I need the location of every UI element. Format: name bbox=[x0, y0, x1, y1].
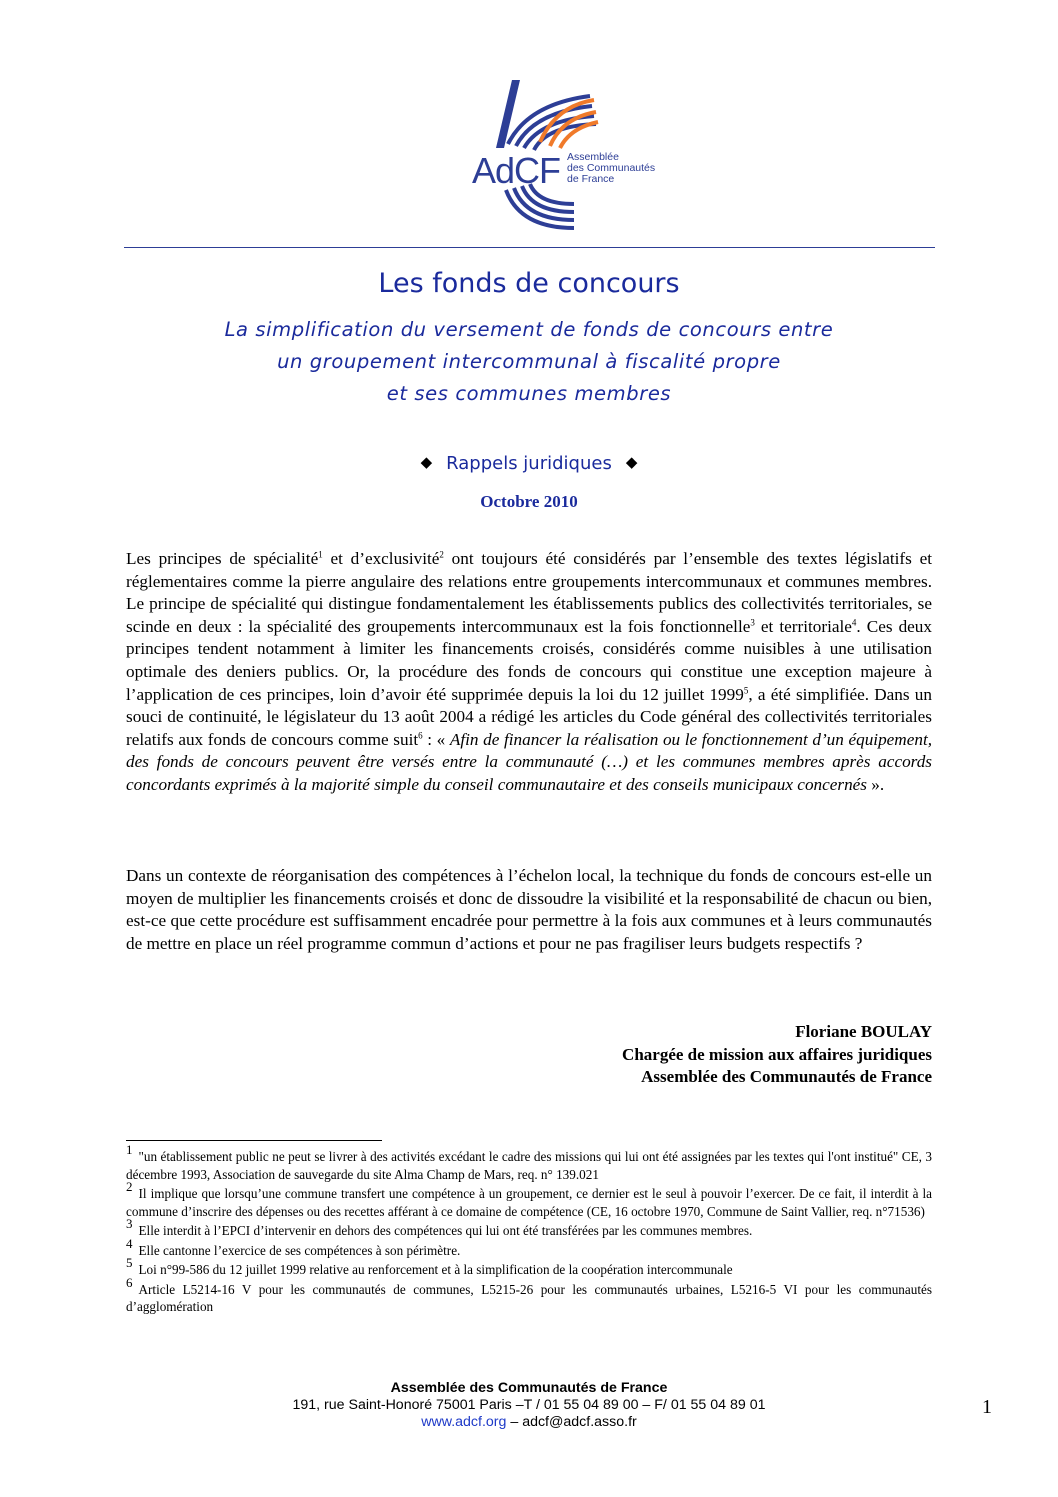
footnote: 4 Elle cantonne l’exercice de ses compétences à son périmètre. bbox=[126, 1235, 461, 1258]
footnote: 6 Article L5214-16 V pour les communautés de communes, L5215-26 pour les communautés urbaines, L5216-5 VI pour les communautés d’agglomération bbox=[126, 1274, 932, 1314]
footnote: 3 Elle interdit à l’EPCI d’intervenir en dehors des compétences qui lui ont été transférées par les communes membres. bbox=[126, 1216, 753, 1238]
author-name: Floriane BOULAY bbox=[795, 1022, 932, 1041]
footnote-ref[interactable]: 1 bbox=[318, 549, 323, 560]
footer-address: 191, rue Saint-Honoré 75001 Paris –T / 01 55 04 89 00 – F/ 01 55 04 89 01 bbox=[292, 1397, 766, 1413]
page-footer: Assemblée des Communautés de France 191, rue Saint-Honoré 75001 Paris –T / 01 55 04 89 00 – F/ 01 55 04 89 01 www.adcf.org – adcf@adcf.asso.fr bbox=[0, 1380, 1058, 1431]
logo-subtitle: Assemblée des Communautés de France bbox=[567, 151, 656, 185]
page-number: 1 bbox=[982, 1396, 992, 1418]
document-title: Les fonds de concours bbox=[378, 268, 680, 299]
footnotes bbox=[126, 1142, 932, 1318]
footnote-ref[interactable]: 6 bbox=[418, 730, 423, 741]
email-address[interactable]: adcf@adcf.asso.fr bbox=[522, 1414, 637, 1430]
diamond-icon: ◆ bbox=[625, 453, 638, 471]
signature-block bbox=[622, 1021, 932, 1089]
footer-org: Assemblée des Communautés de France bbox=[390, 1380, 668, 1396]
footnote-ref[interactable]: 2 bbox=[439, 549, 444, 560]
footnote-separator bbox=[126, 1140, 382, 1141]
footnote: 2 Il implique que lorsqu’une commune transfert une compétence à un groupement, ce dernier est le seul à pouvoir l’exercer. De ce fait, il interdit à la commune d’inscrire des dépenses ou des recettes afférant à ce domaine de compétence (CE, 16 octobre 1970, Commune de Saint Vallier, req. n°71536) bbox=[126, 1179, 932, 1219]
document-date: Octobre 2010 bbox=[480, 492, 578, 511]
logo-wordmark: AdCF bbox=[472, 150, 561, 191]
document-subtitle: La simplification du versement de fonds de concours entre un groupement intercommunal à fiscalité propre et ses communes membres bbox=[224, 318, 834, 405]
footnote-ref[interactable]: 5 bbox=[743, 684, 749, 695]
header-rule bbox=[124, 247, 935, 248]
paragraph-intro: Les principes de spécialité$^1$ et d’exclusivité$^2$ ont toujours été considérés par l’ensemble des textes législatifs et réglementaires comme la pierre angulaire des relations entre groupements intercommunaux et communes membres. Le principe de spécialité qui distingue fondamentalement les établissements publics des collectivités territoriales, se scinde en deux : la spécialité des groupements intercommunaux est la fois fonctionnelle$^3$ et territoriale$^4$. Ces deux principes tendent notamment à limiter les financements croisés, considérés comme nuisibles à une utilisation optimale des deniers publics. Or, la procédure des fonds de concours qui constitue une exception majeure à l’application de ces principes, loin d’avoir été supprimée depuis la loi du 12 juillet 1999$^5$, a été simplifiée. Dans un souci de continuité, le législateur du 13 août 2004 a rédigé les articles du Code général des collectivités territoriales relatifs aux fonds de concours comme suit$^6$ : « Afin de financer la réalisation ou le fonctionnement d’un équipement, des fonds de concours peuvent être versés entre la communauté (…) et les communes membres après accords concordants exprimés à la majorité simple du conseil communautaire et des conseils municipaux concernés ». bbox=[126, 549, 933, 794]
author-org: Assemblée des Communautés de France bbox=[641, 1067, 932, 1086]
footnote: 1 "un établissement public ne peut se livrer à des activités excédant le cadre des missions qui lui ont été assignées par les textes qui l'ont institué" CE, 3 décembre 1993, Association de sauvegarde du site Alma Champ de Mars, req. n° 139.021 bbox=[126, 1142, 932, 1182]
author-role: Chargée de mission aux affaires juridiques bbox=[622, 1044, 932, 1064]
diamond-icon: ◆ bbox=[420, 453, 433, 471]
footnote-ref[interactable]: 3 bbox=[750, 617, 755, 628]
footnote: 5 Loi n°99-586 du 12 juillet 1999 relative au renforcement et à la simplification de la coopération intercommunale bbox=[126, 1255, 733, 1277]
paragraph-question: Dans un contexte de réorganisation des compétences à l’échelon local, la technique du fonds de concours est-elle un moyen de multiplier les financements croisés et donc de dissoudre la visibilité et la responsabilité de chacun ou bien, est-ce que cette procédure est suffisamment encadrée pour permettre à la fois aux communes et à leurs communautés de mettre en place un réel programme commun d’actions et pour ne pas fragiliser leurs budgets respectifs ? bbox=[126, 866, 932, 953]
legal-quote: Afin de financer la réalisation ou le fonctionnement d’un équipement, des fonds de concours peuvent être versés entre la communauté (…) et les communes membres après accords concordants exprimés à la majorité simple du conseil communautaire et des conseils municipaux concernés bbox=[126, 729, 933, 794]
section-heading: ◆ Rappels juridiques ◆ bbox=[420, 453, 638, 474]
footnote-ref[interactable]: 4 bbox=[851, 617, 857, 628]
website-link[interactable]: www.adcf.org bbox=[421, 1414, 507, 1430]
